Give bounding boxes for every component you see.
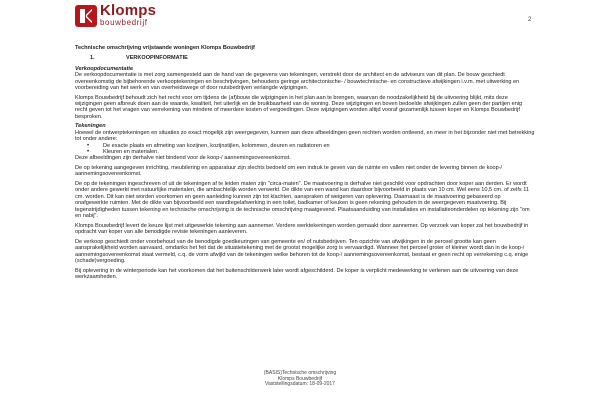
page-number: 2	[528, 17, 532, 23]
paragraph: Deze afbeeldingen zijn derhalve niet bindend voor de koop-/ aannemingsovereenkomst.	[75, 155, 291, 162]
subheading-verkoopdocumentatie: Verkoopdocumentatie	[75, 65, 134, 72]
page-footer	[0, 371, 600, 388]
paragraph: De verkoop geschiedt onder voorbehoud van de benodigde goedkeuringen van gemeente en/ of nutsbedrijven. Ten opzichte van afwijkingen in de perceel grootte kan geen aansprakelijkheid worden aanvaard, omdanks het feit dat de situatietekening met de grootst mogelijke zorg is vervaardigd. Wanneer het perceel groter of kleiner wordt dan in de koop-/ aannemingsovereenkomst staat vermeld, c.q. de vorm afwijkt van de tekeningen welke behoren tot de koop-/ aannemingsovereenkomst, bestaat er geen recht op verrekening c.q. enige (schade)vergoeding.	[75, 238, 529, 264]
paragraph: De verkoopdocumentatie is met zorg samengesteld aan de hand van de gegevens van tekeningen, verstrekt door de architect en de adviseurs van dit plan. De bouw geschiedt overeenkomstig de bijbehorende verkooptekeningen en beschrijvingen, behoudens geringe architectonische- / bouwtechnische- en constructieve afwijkingen i.v.m. met uitwerking en voorbereiding van het werk en van overheidswege of door nutsbedrijven verlangde wijzigingen.	[75, 72, 520, 92]
footer-line: Vaststellingsdatum: 18-09-2017	[265, 381, 335, 388]
paragraph: De op tekening aangegeven inrichting, meubilering en apparatuur zijn slechts bedoeld om een indruk te geven van de ruimte en vallen niet onder de levering binnen de koop-/ aannemingsovereenkomst.	[75, 165, 503, 178]
paragraph: Klomps Bouwbedrijf levert de keuze lijst met uitgewerkte tekening aan aannemer. Verdere werktekeningen worden gemaakt door aannemer. Op verzoek van koper zal het bouwbedrijf in opdracht van koper van alle benodigde revisie tekeningen aanleveren.	[75, 222, 529, 236]
section-heading	[90, 55, 535, 61]
company-logo	[75, 2, 179, 31]
paragraph: Bij oplevering in de winterperiode kan het voorkomen dat het buitenschilderwerk later wordt afgeschilderd. De koper is verplicht medewerking te verlenen aan de uitvoering van deze werkzaamheden.	[75, 267, 519, 280]
subheading-tekeningen: Tekeningen	[75, 123, 106, 130]
paragraph: Hoewel de ontwerptekeningen en situaties zo exact mogelijk zijn weergegeven, kunnen aan deze afbeeldingen geen rechten worden ontleend, en meer in het bijzonder niet met betrekking tot onder andere:	[75, 129, 535, 143]
list-item: • Kleuren en materialen.	[75, 149, 535, 155]
logo-subtitle: bouwbedrijf	[100, 18, 148, 27]
bullet-list	[75, 143, 535, 156]
logo-name: Klomps	[100, 2, 157, 19]
document-title: Technische omschrijving vrijstaande woningen Klomps Bouwbedrijf	[75, 45, 255, 51]
section-title: VERKOOPINFORMATIE	[126, 55, 188, 62]
logo-mark-icon	[75, 5, 97, 27]
document-body	[75, 45, 535, 284]
list-item: • De exacte plaats en afmeting van kozijnen, kozijnstijlen, kolommen, deuren en radiatoren en	[75, 143, 535, 149]
footer-line: Klomps Bouwbedrijf	[277, 375, 323, 382]
paragraph: Klomps Bouwbedrijf behoudt zich het recht voor om tijdens de (af)bouw die wijzigingen in het plan aan te brengen, waarvan de noodzakelijkheid bij de uitvoering blijkt, mits deze wijzigingen geen afbreuk doen aan de waarde, kwaliteit, het uiterlijk en de bruikbaarheid van de woning. Deze wijzigingen en boven bedoelde afwijkingen zullen geen der partijen enig recht geven tot het vragen van verrekening van mindere of meerdere kosten of vergoedingen. Deze wijzigingen worden altijd vooraf gezamenlijk tussen koper en Klomps Bouwbedrijf besproken.	[75, 94, 523, 120]
footer-line: (BASIS)Technische omschrijving	[263, 370, 337, 376]
section-number: 1.	[90, 55, 95, 62]
paragraph: De op de tekeningen ingeschreven of uit de tekeningen af te leiden maten zijn "circa-maten". De maatvoering is derhalve niet geschikt voor opdrachten door koper aan derden. Er wordt onder andere gewerkt met natuurlijke materialen, die ambachtelijk worden verwerkt. De dikte van een wand kan daardoor bijvoorbeeld in plaats van 10 cm. Wel eens 10,5 cm. of zelfs 11 cm. worden. Dit kan niet worden voorkomen en geen aanleiding kunnen zijn tot klachten, aanspraken of weigeren van oplevering. Daarnaast is de maatvoering gebaseerd op onafgewerkte ruimten. Met de dikte van bijvoorbeeld een wandtegelafwerking in een toilet, badkamer of keuken is geen rekening gehouden in de weergegeven maatvoering. Bij tegenstrijdigheden tussen tekening en technische omschrijving is de technische omschrijving maatgevend. Plaatsaanduiding van installaties en installatieonderdelen op tekening zijn "om en nabij".	[75, 181, 530, 220]
